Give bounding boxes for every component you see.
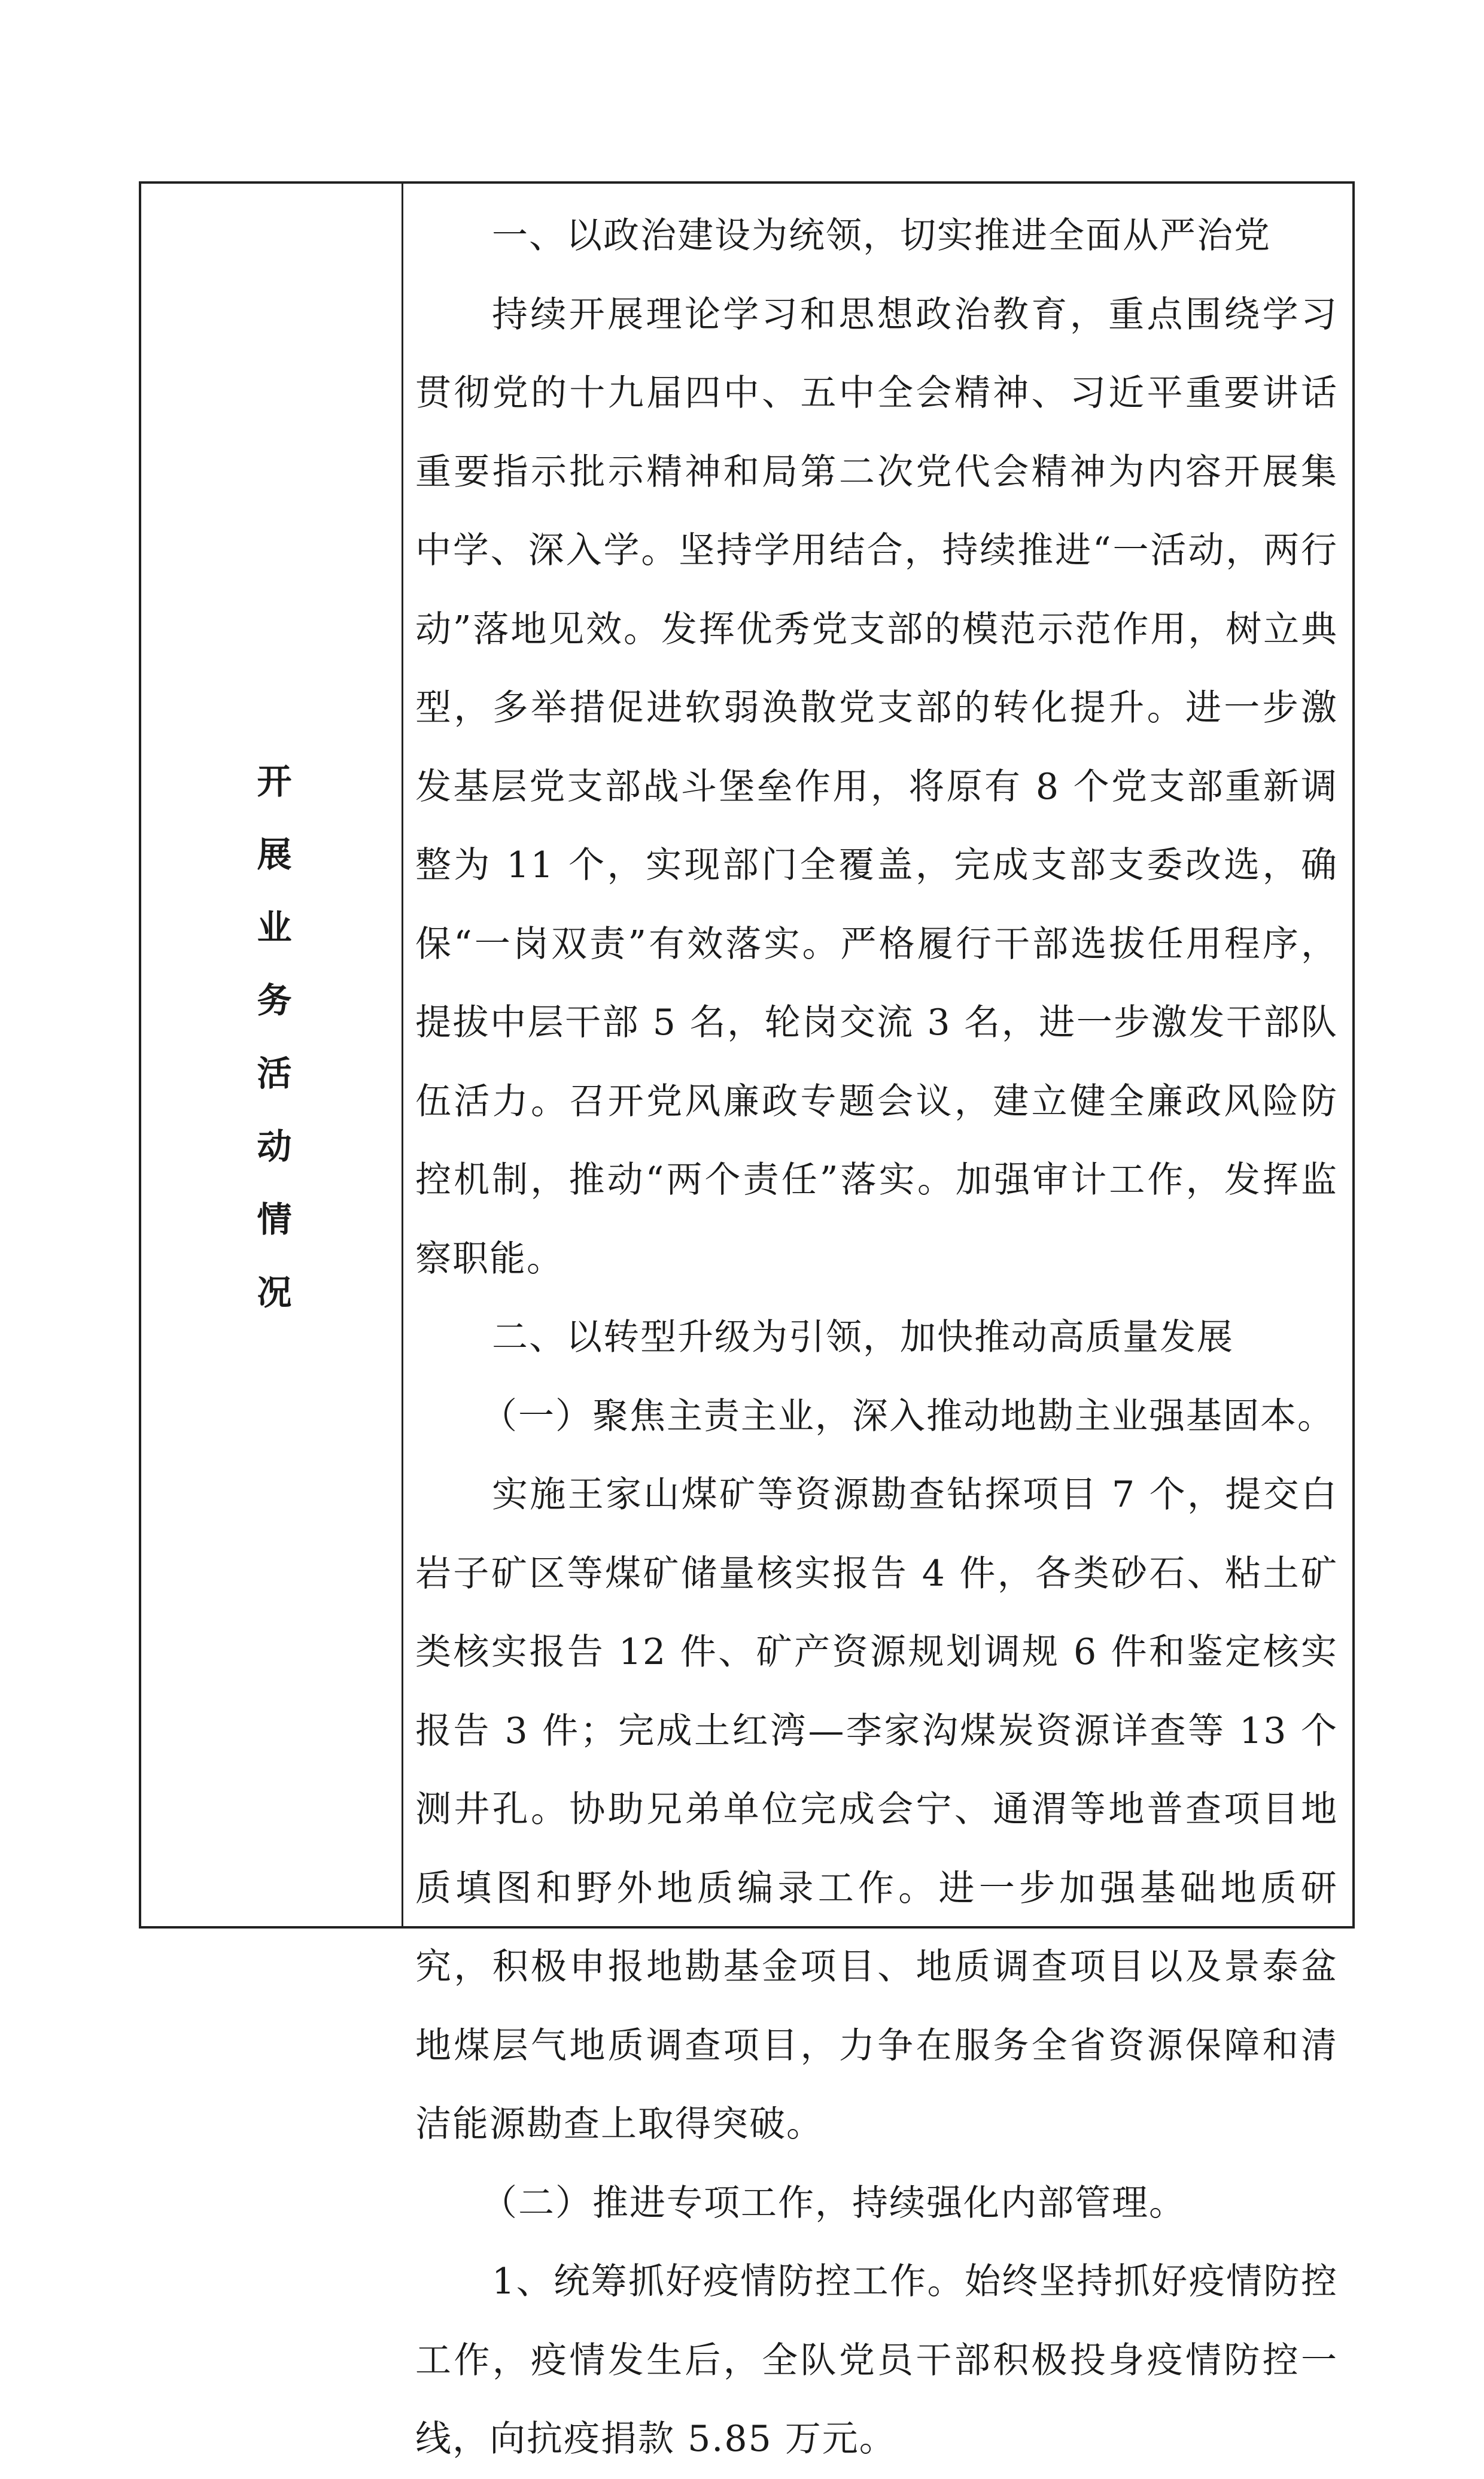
activity-table [139, 181, 1355, 2460]
row-label-cell [141, 184, 403, 1926]
content-cell [403, 184, 1352, 2460]
paragraph-party-building: 持续开展理论学习和思想政治教育，重点围绕学习贯彻党的十九届四中、五中全会精神、习近平重要讲话重要指示批示精神和局第二次党代会精神为内容开展集中学、深入学。坚持学用结合，持续推进“一活动，两行动”落地见效。发挥优秀党支部的模范示范作用，树立典型，多举措促进软弱涣散党支部的转化提升。进一步激发基层党支部战斗堡垒作用，将原有 8 个党支部重新调整为 11 个，实现部门全覆盖，完成支部支委改选，确保“一岗双责”有效落实。严格履行干部选拔任用程序，提拔中层干部 5 名，轮岗交流 3 名，进一步激发干部队伍活力。召开党风廉政专题会议，建立健全廉政风险防控机制，推动“两个责任”落实。加强审计工作，发挥监察职能。 [415, 293, 1338, 1280]
section-heading-1: 一、以政治建设为统领，切实推进全面从严治党 [492, 215, 1271, 257]
section-heading-2: 二、以转型升级为引领，加快推动高质量发展 [492, 1316, 1234, 1358]
subsection-heading-2: （二）推进专项工作，持续强化内部管理。 [481, 2182, 1186, 2224]
paragraph-exploration: 实施王家山煤矿等资源勘查钻探项目 7 个，提交白岩子矿区等煤矿储量核实报告 4 件，各类砂石、粘土矿类核实报告 12 件、矿产资源规划调规 6 件和鉴定核实报告 3 件；完成土红湾—李家沟煤炭资源详查等 13 个测井孔。协助兄弟单位完成会宁、通渭等地普查项目地质填图和野外地质编录工作。进一步加强基础地质研究，积极申报地勘基金项目、地质调查项目以及景泰盆地煤层气地质调查项目，力争在服务全省资源保障和清洁能源勘查上取得突破。 [415, 1474, 1338, 2145]
paragraph-epidemic: 1、统筹抓好疫情防控工作。始终坚持抓好疫情防控工作，疫情发生后，全队党员干部积极投身疫情防控一线，向抗疫捐款 5.85 万元。 [415, 2261, 1338, 2460]
row-label: 开展业务活动情况 [251, 763, 292, 1347]
subsection-heading-1: （一）聚焦主责主业，深入推动地勘主业强基固本。 [481, 1395, 1334, 1437]
